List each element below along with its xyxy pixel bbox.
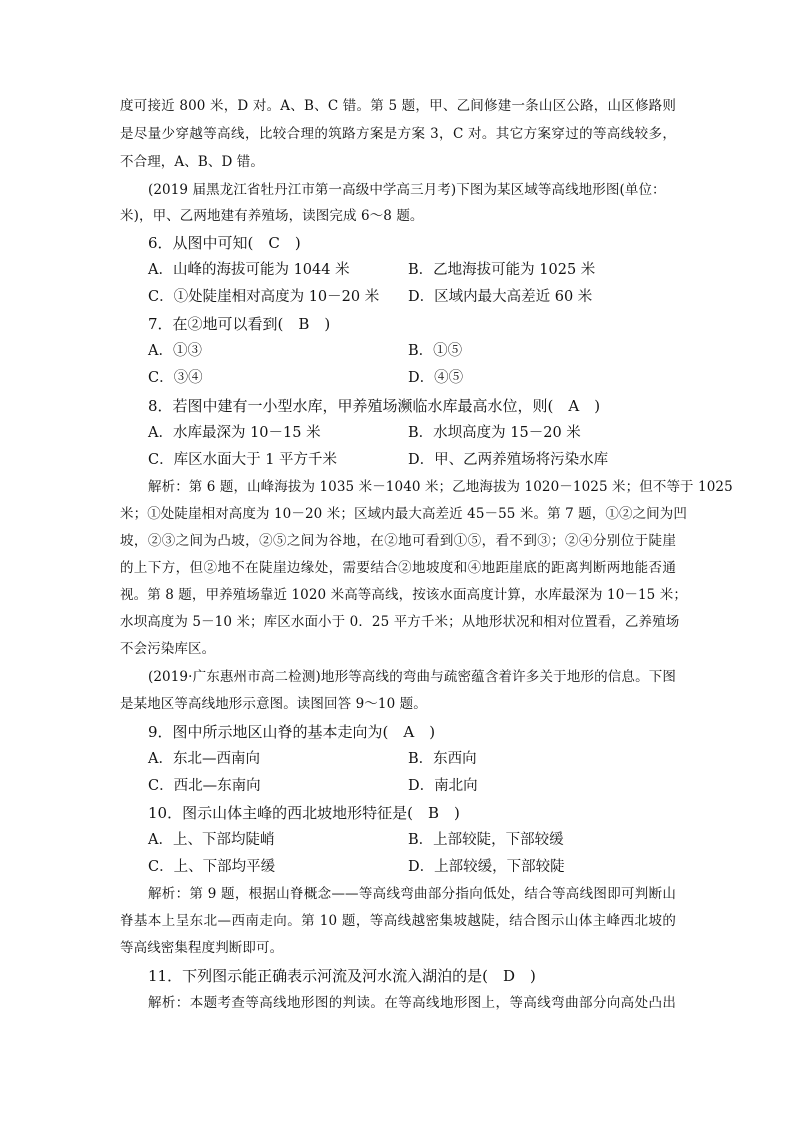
question-11-stem: 11．下列图示能正确表示河流及河水流入湖泊的是( D )	[148, 967, 536, 985]
question-6-option-c: C．①处陡崖相对高度为 10－20 米	[148, 289, 380, 305]
source-intro: 米)，甲、乙两地建有养殖场，读图完成 6～8 题。	[120, 208, 424, 224]
question-7-option-a: A．①③	[148, 343, 202, 359]
question-10-stem: 10．图示山体主峰的西北坡地形特征是( B )	[148, 804, 460, 822]
explanation-line: 米；①处陡崖相对高度为 10－20 米；区域内最大高差近 45－55 米。第 7 题，①②之间为凹	[120, 506, 687, 522]
question-6-option-d: D．区域内最大高差近 60 米	[408, 289, 593, 305]
question-10-option-b: B．上部较陡，下部较缓	[408, 832, 564, 848]
explanation-line: 水坝高度为 5－10 米；库区水面小于 0．25 平方千米；从地形状况和相对位置看，乙养殖场	[120, 614, 680, 630]
question-9-option-c: C．西北—东南向	[148, 778, 261, 794]
question-8-option-b: B．水坝高度为 15－20 米	[408, 425, 581, 441]
explanation-line: 视。第 8 题，甲养殖场靠近 1020 米高等高线，按该水面高度计算，水库最深为 10－15 米；	[120, 587, 687, 603]
source-intro: (2019 届黑龙江省牡丹江市第一高级中学高三月考)下图为某区域等高线地形图(单位：	[148, 182, 666, 198]
question-7-option-b: B．①⑤	[408, 343, 463, 359]
question-8-option-d: D．甲、乙两养殖场将污染水库	[408, 452, 609, 468]
explanation-line: 等高线密集程度判断即可。	[120, 940, 284, 956]
explanation-line: 解析：本题考查等高线地形图的判读。在等高线地形图上，等高线弯曲部分向高处凸出	[148, 995, 676, 1011]
question-6-option-a: A．山峰的海拔可能为 1044 米	[148, 262, 350, 278]
question-10-option-a: A．上、下部均陡峭	[148, 832, 275, 848]
question-6-stem: 6．从图中可知( C )	[148, 234, 301, 252]
explanation-line: 不合理，A、B、D 错。	[120, 154, 264, 170]
question-7-stem: 7．在②地可以看到( B )	[148, 315, 331, 333]
question-8-option-a: A．水库最深为 10－15 米	[148, 425, 321, 441]
explanation-line: 坡，②③之间为凸坡，②⑤之间为谷地，在②地可看到①⑤，看不到③；②④分别位于陡崖	[120, 533, 676, 549]
question-7-option-c: C．③④	[148, 370, 203, 386]
question-8-option-c: C．库区水面大于 1 平方千米	[148, 452, 338, 468]
source-intro: (2019·广东惠州市高二检测)地形等高线的弯曲与疏密蕴含着许多关于地形的信息。下图	[148, 669, 676, 685]
question-10-option-c: C．上、下部均平缓	[148, 859, 276, 875]
question-9-option-d: D．南北向	[408, 778, 478, 794]
explanation-line: 的上下方，但②地不在陡崖边缘处，需要结合②地坡度和④地距崖底的距离判断两地能否通	[120, 560, 676, 576]
question-10-option-d: D．上部较缓，下部较陡	[408, 859, 565, 875]
explanation-line: 度可接近 800 米，D 对。A、B、C 错。第 5 题，甲、乙间修建一条山区公路，山区修路则	[120, 98, 676, 114]
question-9-option-a: A．东北—西南向	[148, 751, 260, 767]
explanation-line: 解析：第 9 题，根据山脊概念——等高线弯曲部分指向低处，结合等高线图即可判断山	[148, 886, 676, 902]
explanation-line: 解析：第 6 题，山峰海拔为 1035 米－1040 米；乙地海拔为 1020－1025 米；但不等于 1025	[148, 479, 733, 495]
explanation-line: 不会污染库区。	[120, 641, 216, 657]
source-intro: 是某地区等高线地形示意图。读图回答 9～10 题。	[120, 696, 427, 712]
question-9-option-b: B．东西向	[408, 751, 477, 767]
explanation-line: 脊基本上呈东北—西南走向。第 10 题，等高线越密集坡越陡，结合图示山体主峰西北坡的	[120, 913, 676, 929]
question-7-option-d: D．④⑤	[408, 370, 464, 386]
question-6-option-b: B．乙地海拔可能为 1025 米	[408, 262, 596, 278]
explanation-line: 是尽量少穿越等高线，比较合理的筑路方案是方案 3，C 对。其它方案穿过的等高线较多，	[120, 126, 676, 142]
question-8-stem: 8．若图中建有一小型水库，甲养殖场濒临水库最高水位，则( A )	[148, 397, 601, 415]
question-9-stem: 9．图中所示地区山脊的基本走向为( A )	[148, 723, 436, 741]
